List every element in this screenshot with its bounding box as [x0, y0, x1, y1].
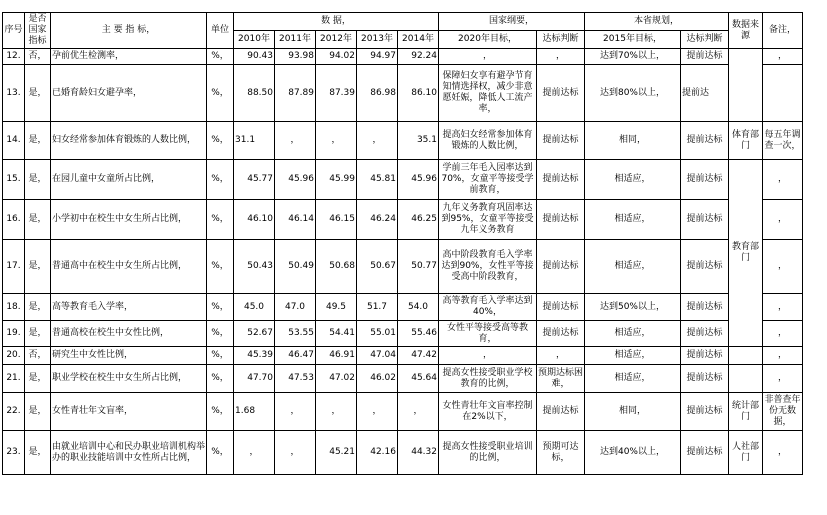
cell-y2010[interactable]: 45.77	[234, 160, 275, 200]
header-unit: 单位	[207, 13, 234, 49]
cell-unit[interactable]: %，	[207, 240, 234, 294]
cell-y2013[interactable]: 50.67	[357, 240, 398, 294]
header-year-2012: 2012年	[316, 31, 357, 49]
cell-y2011[interactable]: 47.53	[275, 365, 316, 393]
cell-seq[interactable]: 20.	[3, 347, 25, 365]
cell-judge-2020[interactable]: 提前达标	[537, 294, 585, 321]
header-year-2013: 2013年	[357, 31, 398, 49]
cell-y2011[interactable]: ，	[275, 431, 316, 475]
header-year-2014: 2014年	[398, 31, 439, 49]
header-target-2015: 2015年目标，	[585, 31, 681, 49]
indicator-table	[2, 12, 803, 475]
header-remark: 备注，	[763, 13, 803, 49]
cell-target-2020[interactable]: 高等教育毛入学率达到40%，	[439, 294, 537, 321]
cell-indicator[interactable]: 由就业培训中心和民办职业培训机构举办的职业技能培训中女性所占比例，	[51, 431, 207, 475]
cell-y2011[interactable]: ，	[275, 122, 316, 160]
table-row	[3, 294, 803, 321]
cell-judge-2015[interactable]: 提前达标	[681, 49, 729, 65]
cell-y2013[interactable]: 51.7	[357, 294, 398, 321]
cell-seq[interactable]: 18.	[3, 294, 25, 321]
cell-target-2020[interactable]: 九年义务教育巩固率达到95%，女童平等接受九年义务教育	[439, 200, 537, 240]
header-indicator: 主 要 指 标，	[51, 13, 207, 49]
cell-y2012[interactable]: 47.02	[316, 365, 357, 393]
cell-judge-2015[interactable]: 提前达标	[681, 321, 729, 347]
cell-national[interactable]: 是，	[25, 240, 51, 294]
cell-national[interactable]: 是，	[25, 200, 51, 240]
cell-unit[interactable]: %，	[207, 294, 234, 321]
cell-y2011[interactable]: 50.49	[275, 240, 316, 294]
cell-remark[interactable]: ，	[763, 200, 803, 240]
cell-national[interactable]: 是，	[25, 122, 51, 160]
cell-judge-2015[interactable]: 提前达标	[681, 365, 729, 393]
cell-y2011[interactable]: 47.0	[275, 294, 316, 321]
cell-seq[interactable]: 12.	[3, 49, 25, 65]
cell-judge-2020[interactable]: 提前达标	[537, 240, 585, 294]
cell-target-2015[interactable]: 相同，	[585, 122, 681, 160]
cell-y2014[interactable]: 47.42	[398, 347, 439, 365]
cell-y2012[interactable]: ，	[316, 122, 357, 160]
cell-y2010[interactable]: 50.43	[234, 240, 275, 294]
header-data-group: 数 据，	[234, 13, 439, 31]
cell-judge-2015[interactable]: 提前达标	[681, 122, 729, 160]
cell-y2014[interactable]: ，	[398, 393, 439, 431]
cell-judge-2020[interactable]: 提前达标	[537, 200, 585, 240]
cell-seq[interactable]: 21.	[3, 365, 25, 393]
cell-target-2020[interactable]: 提高妇女经常参加体育锻炼的人数比例，	[439, 122, 537, 160]
table-row	[3, 200, 803, 240]
table-row	[3, 431, 803, 475]
cell-unit[interactable]: %，	[207, 65, 234, 122]
cell-y2011[interactable]: 93.98	[275, 49, 316, 65]
cell-remark[interactable]: ，	[763, 240, 803, 294]
cell-national[interactable]: 是，	[25, 160, 51, 200]
cell-y2014[interactable]: 46.25	[398, 200, 439, 240]
cell-y2010[interactable]: 52.67	[234, 321, 275, 347]
cell-indicator[interactable]: 在园儿童中女童所占比例，	[51, 160, 207, 200]
cell-y2013[interactable]: 46.24	[357, 200, 398, 240]
cell-y2013[interactable]: 86.98	[357, 65, 398, 122]
cell-indicator[interactable]: 妇女经常参加体育锻炼的人数比例，	[51, 122, 207, 160]
header-national: 是否国家指标	[25, 13, 51, 49]
cell-judge-2020[interactable]: 提前达标	[537, 65, 585, 122]
cell-source[interactable]: 体育部门	[729, 122, 763, 160]
cell-y2010[interactable]: ，	[234, 431, 275, 475]
cell-y2011[interactable]: 53.55	[275, 321, 316, 347]
cell-target-2020[interactable]: ，	[439, 49, 537, 65]
cell-y2014[interactable]: 55.46	[398, 321, 439, 347]
table-row	[3, 240, 803, 294]
cell-indicator[interactable]: 职业学校在校生中女生所占比例，	[51, 365, 207, 393]
cell-target-2015[interactable]: 相适应，	[585, 160, 681, 200]
cell-target-2020[interactable]: 提高女性接受职业学校教育的比例，	[439, 365, 537, 393]
cell-target-2020[interactable]: 女性青壮年文盲率控制在2%以下，	[439, 393, 537, 431]
cell-seq[interactable]: 15.	[3, 160, 25, 200]
cell-remark[interactable]: ，	[763, 294, 803, 321]
cell-target-2020[interactable]: 提高女性接受职业培训的比例，	[439, 431, 537, 475]
cell-y2014[interactable]: 45.64	[398, 365, 439, 393]
cell-judge-2020[interactable]: 提前达标	[537, 321, 585, 347]
cell-indicator[interactable]: 已婚育龄妇女避孕率，	[51, 65, 207, 122]
cell-judge-2020[interactable]: 预期达标困难，	[537, 365, 585, 393]
cell-y2012[interactable]: 50.68	[316, 240, 357, 294]
header-row-1	[3, 13, 803, 31]
cell-target-2020[interactable]: ，	[439, 347, 537, 365]
table-row	[3, 347, 803, 365]
cell-unit[interactable]: %，	[207, 200, 234, 240]
cell-y2010[interactable]: 47.70	[234, 365, 275, 393]
cell-remark[interactable]: ，	[763, 160, 803, 200]
cell-judge-2015[interactable]: 提前达标	[681, 431, 729, 475]
cell-indicator[interactable]: 女性青壮年文盲率，	[51, 393, 207, 431]
cell-y2012[interactable]: 54.41	[316, 321, 357, 347]
cell-remark[interactable]: ，	[763, 49, 803, 65]
cell-source[interactable]	[729, 49, 763, 122]
cell-source[interactable]	[729, 347, 763, 365]
cell-y2012[interactable]: 87.39	[316, 65, 357, 122]
cell-target-2020[interactable]: 学前三年毛入园率达到70%，女童平等接受学前教育，	[439, 160, 537, 200]
cell-judge-2020[interactable]: ，	[537, 347, 585, 365]
cell-indicator[interactable]: 普通高中在校生中女生所占比例，	[51, 240, 207, 294]
cell-y2014[interactable]: 35.1	[398, 122, 439, 160]
cell-target-2015[interactable]: 相适应，	[585, 365, 681, 393]
cell-judge-2020[interactable]: ，	[537, 49, 585, 65]
cell-y2014[interactable]: 44.32	[398, 431, 439, 475]
cell-target-2015[interactable]: 相适应，	[585, 347, 681, 365]
cell-target-2015[interactable]: 达到50%以上，	[585, 294, 681, 321]
cell-national[interactable]: 是，	[25, 365, 51, 393]
cell-source[interactable]	[729, 365, 763, 393]
cell-seq[interactable]: 22.	[3, 393, 25, 431]
cell-indicator[interactable]: 普通高校在校生中女性比例，	[51, 321, 207, 347]
cell-judge-2015[interactable]: 提前达标	[681, 200, 729, 240]
cell-y2011[interactable]: 46.14	[275, 200, 316, 240]
table-row	[3, 122, 803, 160]
cell-judge-2020[interactable]: 提前达标	[537, 393, 585, 431]
cell-y2012[interactable]: 45.21	[316, 431, 357, 475]
cell-y2010[interactable]: 45.39	[234, 347, 275, 365]
cell-indicator[interactable]: 高等教育毛入学率，	[51, 294, 207, 321]
header-national-outline: 国家纲要，	[439, 13, 585, 31]
cell-target-2015[interactable]: 达到70%以上，	[585, 49, 681, 65]
cell-y2014[interactable]: 86.10	[398, 65, 439, 122]
header-year-2011: 2011年	[275, 31, 316, 49]
cell-national[interactable]: 否，	[25, 49, 51, 65]
cell-unit[interactable]: %，	[207, 122, 234, 160]
cell-target-2020[interactable]: 高中阶段教育毛入学率达到90%，女性平等接受高中阶段教育，	[439, 240, 537, 294]
cell-target-2015[interactable]: 相适应，	[585, 200, 681, 240]
cell-unit[interactable]: %，	[207, 347, 234, 365]
cell-y2010[interactable]: 45.0	[234, 294, 275, 321]
cell-y2013[interactable]: 45.81	[357, 160, 398, 200]
cell-remark[interactable]: ，	[763, 431, 803, 475]
cell-y2014[interactable]: 45.96	[398, 160, 439, 200]
header-seq: 序号	[3, 13, 25, 49]
cell-remark[interactable]: 每五年调查一次，	[763, 122, 803, 160]
cell-y2013[interactable]: 46.02	[357, 365, 398, 393]
cell-unit[interactable]: %，	[207, 49, 234, 65]
cell-target-2015[interactable]: 达到80%以上，	[585, 65, 681, 122]
header-year-2010: 2010年	[234, 31, 275, 49]
cell-y2012[interactable]: 94.02	[316, 49, 357, 65]
cell-seq[interactable]: 16.	[3, 200, 25, 240]
cell-judge-2015[interactable]: 提前达标	[681, 294, 729, 321]
cell-national[interactable]: 是，	[25, 393, 51, 431]
cell-y2013[interactable]: 42.16	[357, 431, 398, 475]
cell-y2010[interactable]: 46.10	[234, 200, 275, 240]
cell-judge-2015[interactable]: 提前达	[681, 65, 729, 122]
cell-target-2015[interactable]: 相适应，	[585, 321, 681, 347]
cell-target-2020[interactable]: 保障妇女享有避孕节育知情选择权，减少非意愿妊娠，降低人工流产率，	[439, 65, 537, 122]
cell-judge-2015[interactable]: 提前达标	[681, 347, 729, 365]
cell-national[interactable]: 是，	[25, 431, 51, 475]
cell-y2012[interactable]: 49.5	[316, 294, 357, 321]
cell-national[interactable]: 否，	[25, 347, 51, 365]
cell-target-2015[interactable]: 相适应，	[585, 240, 681, 294]
cell-unit[interactable]: %，	[207, 365, 234, 393]
table-row	[3, 393, 803, 431]
cell-y2011[interactable]: 87.89	[275, 65, 316, 122]
cell-national[interactable]: 是，	[25, 65, 51, 122]
cell-source[interactable]: 教育部门	[729, 160, 763, 347]
cell-unit[interactable]: %，	[207, 393, 234, 431]
cell-judge-2020[interactable]: 提前达标	[537, 160, 585, 200]
cell-seq[interactable]: 17.	[3, 240, 25, 294]
header-target-2020: 2020年目标，	[439, 31, 537, 49]
cell-judge-2015[interactable]: 提前达标	[681, 393, 729, 431]
table-row	[3, 160, 803, 200]
cell-y2013[interactable]: 94.97	[357, 49, 398, 65]
cell-y2012[interactable]: 46.91	[316, 347, 357, 365]
cell-y2010[interactable]: 31.1	[234, 122, 275, 160]
cell-y2010[interactable]: 1.68	[234, 393, 275, 431]
cell-national[interactable]: 是，	[25, 321, 51, 347]
cell-y2010[interactable]: 88.50	[234, 65, 275, 122]
cell-seq[interactable]: 14.	[3, 122, 25, 160]
cell-y2011[interactable]: 45.96	[275, 160, 316, 200]
table-row	[3, 321, 803, 347]
cell-seq[interactable]: 19.	[3, 321, 25, 347]
cell-y2010[interactable]: 90.43	[234, 49, 275, 65]
cell-target-2015[interactable]: 达到40%以上，	[585, 431, 681, 475]
cell-indicator[interactable]: 小学初中在校生中女生所占比例，	[51, 200, 207, 240]
header-provincial-plan: 本省规划，	[585, 13, 729, 31]
cell-unit[interactable]: %，	[207, 321, 234, 347]
cell-y2014[interactable]: 50.77	[398, 240, 439, 294]
cell-target-2015[interactable]: 相同，	[585, 393, 681, 431]
cell-seq[interactable]: 23.	[3, 431, 25, 475]
cell-y2013[interactable]: 47.04	[357, 347, 398, 365]
table-row	[3, 49, 803, 65]
cell-y2013[interactable]: ，	[357, 393, 398, 431]
table-row	[3, 365, 803, 393]
cell-y2013[interactable]: ，	[357, 122, 398, 160]
cell-y2012[interactable]: 46.15	[316, 200, 357, 240]
header-plan-judge: 达标判断	[681, 31, 729, 49]
cell-remark[interactable]: ，	[763, 321, 803, 347]
cell-remark[interactable]: ，	[763, 347, 803, 365]
cell-y2012[interactable]: 45.99	[316, 160, 357, 200]
cell-y2014[interactable]: 54.0	[398, 294, 439, 321]
cell-indicator[interactable]: 研究生中女性比例，	[51, 347, 207, 365]
cell-y2014[interactable]: 92.24	[398, 49, 439, 65]
cell-national[interactable]: 是，	[25, 294, 51, 321]
cell-target-2020[interactable]: 女性平等接受高等教育，	[439, 321, 537, 347]
cell-remark[interactable]: ，	[763, 365, 803, 393]
cell-y2011[interactable]: ，	[275, 393, 316, 431]
cell-remark[interactable]: 非普查年份无数据，	[763, 393, 803, 431]
cell-unit[interactable]: %，	[207, 431, 234, 475]
header-source: 数据来源	[729, 13, 763, 49]
cell-y2011[interactable]: 46.47	[275, 347, 316, 365]
header-target-judge: 达标判断	[537, 31, 585, 49]
cell-source[interactable]: 人社部门	[729, 431, 763, 475]
cell-indicator[interactable]: 孕前优生检测率，	[51, 49, 207, 65]
cell-judge-2020[interactable]: 预期可达标，	[537, 431, 585, 475]
cell-y2012[interactable]: ，	[316, 393, 357, 431]
cell-unit[interactable]: %，	[207, 160, 234, 200]
table-row	[3, 65, 803, 122]
cell-seq[interactable]: 13.	[3, 65, 25, 122]
cell-y2013[interactable]: 55.01	[357, 321, 398, 347]
cell-remark[interactable]	[763, 65, 803, 122]
cell-judge-2015[interactable]: 提前达标	[681, 240, 729, 294]
cell-judge-2015[interactable]: 提前达标	[681, 160, 729, 200]
cell-judge-2020[interactable]: 提前达标	[537, 122, 585, 160]
cell-source[interactable]: 统计部门	[729, 393, 763, 431]
